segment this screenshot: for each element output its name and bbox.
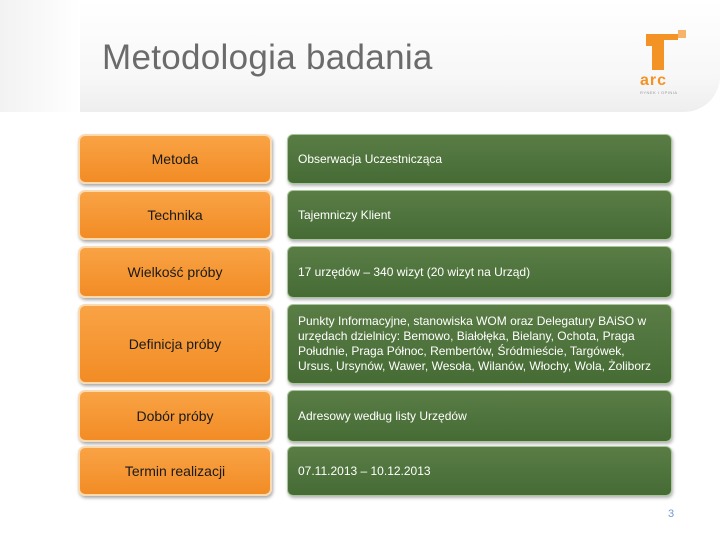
logo-tagline: RYNEK I OPINIA	[640, 90, 678, 95]
row-label-definicja-proby: Definicja próby	[78, 304, 272, 384]
page-title: Metodologia badania	[102, 38, 433, 77]
row-label-technika: Technika	[78, 190, 272, 240]
row-label-wielkosc-proby: Wielkość próby	[78, 246, 272, 298]
row-value-definicja-proby: Punkty Informacyjne, stanowiska WOM oraz Delegatury BAiSO w urzędach dzielnicy: Bemowo, Białołęka, Bielany, Ochota, Praga Południe, Praga Północ, Rembertów, Śródmieście, Targówek, Ursus, Ursynów, Wawer, Wesoła, Wilanów, Włochy, Wola, Żoliborz	[287, 304, 672, 384]
row-label-termin-realizacji: Termin realizacji	[78, 446, 272, 496]
row-value-dobor-proby: Adresowy według listy Urzędów	[287, 390, 672, 442]
logo-wordmark: arc	[640, 72, 668, 89]
row-value-metoda: Obserwacja Uczestnicząca	[287, 134, 672, 184]
row-value-wielkosc-proby: 17 urzędów – 340 wizyt (20 wizyt na Urząd)	[287, 246, 672, 298]
row-value-termin-realizacji: 07.11.2013 – 10.12.2013	[287, 446, 672, 496]
page-number: 3	[668, 508, 675, 520]
row-value-technika: Tajemniczy Klient	[287, 190, 672, 240]
row-label-metoda: Metoda	[78, 134, 272, 184]
row-label-dobor-proby: Dobór próby	[78, 390, 272, 442]
